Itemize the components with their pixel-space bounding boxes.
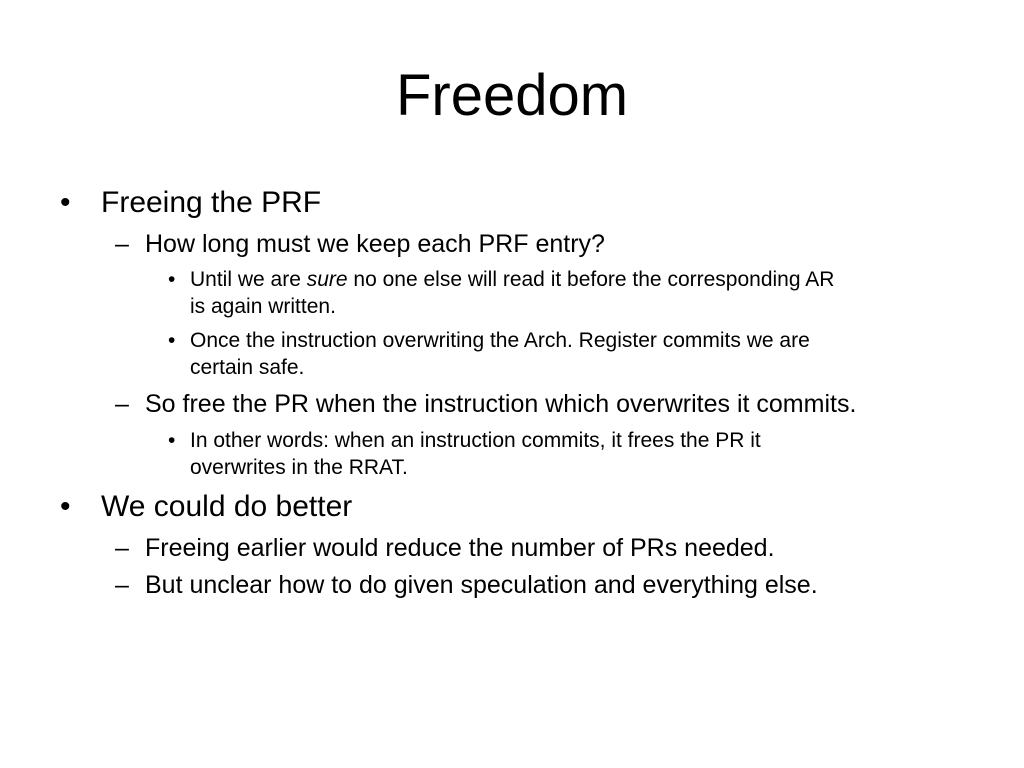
emphasis-sure: sure xyxy=(306,268,348,291)
bullet-we-could-do-better: We could do better xyxy=(101,490,353,523)
sub-bullet-so-free: So free the PR when the instruction which overwrites it commits. xyxy=(145,390,857,418)
sub-bullet-freeing-earlier: Freeing earlier would reduce the number of PRs needed. xyxy=(145,534,775,562)
bullet-marker: • xyxy=(168,429,176,452)
bullet-freeing-the-prf: Freeing the PRF xyxy=(101,186,322,219)
dash-marker: – xyxy=(115,390,129,418)
sub-sub-bullet-until-sure-continuation: is again written. xyxy=(190,295,336,318)
bullet-marker: • xyxy=(168,329,176,352)
bullet-marker: • xyxy=(60,186,71,219)
dash-marker: – xyxy=(115,230,129,258)
sub-sub-bullet-in-other-words: In other words: when an instruction commits, it frees the PR it xyxy=(190,429,761,452)
sub-sub-bullet-once-instruction-continuation: certain safe. xyxy=(190,356,305,379)
sub-bullet-how-long: How long must we keep each PRF entry? xyxy=(145,230,605,258)
dash-marker: – xyxy=(115,534,129,562)
sub-sub-bullet-once-instruction: Once the instruction overwriting the Arch. Register commits we are xyxy=(190,329,810,352)
sub-bullet-but-unclear: But unclear how to do given speculation and everything else. xyxy=(145,571,818,599)
sub-sub-bullet-until-sure: Until we are sure no one else will read it before the corresponding AR xyxy=(190,268,835,291)
dash-marker: – xyxy=(115,571,129,599)
bullet-marker: • xyxy=(60,490,71,523)
slide-title: Freedom xyxy=(395,63,629,128)
bullet-marker: • xyxy=(168,268,176,291)
sub-sub-bullet-in-other-words-continuation: overwrites in the RRAT. xyxy=(190,456,408,479)
